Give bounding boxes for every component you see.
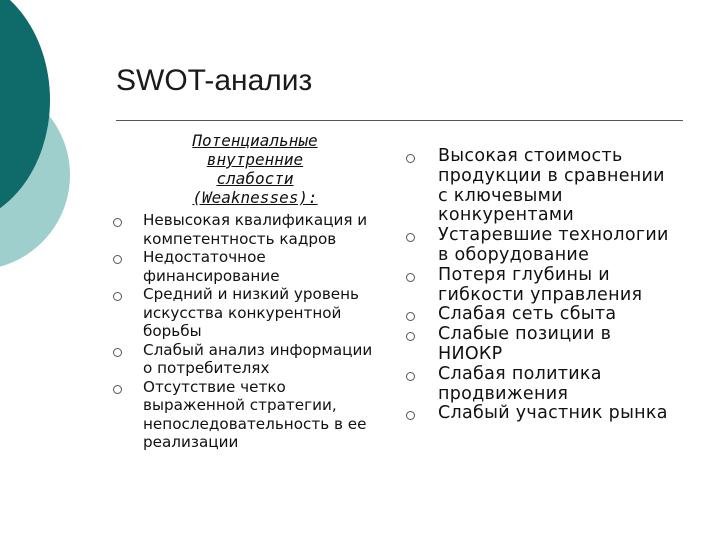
circle-bullet-icon: [113, 348, 122, 357]
list-item: [438, 266, 678, 306]
right-weakness-list: [438, 147, 678, 424]
heading-line: (Weaknesses):: [192, 188, 318, 207]
circle-bullet-icon: [406, 233, 415, 242]
list-item: [438, 325, 678, 365]
list-item-text: Слабые позиции в НИОКР: [438, 324, 612, 364]
list-item-text: Невысокая квалификация и компетентность кадров: [143, 211, 368, 248]
title-divider: [116, 120, 683, 121]
circle-bullet-icon: [406, 372, 415, 381]
list-item-text: Слабый анализ информации о потребителях: [143, 340, 373, 377]
list-item: [438, 226, 678, 266]
circle-bullet-icon: [406, 273, 415, 282]
circle-bullet-icon: [406, 312, 415, 321]
list-item: [143, 211, 375, 248]
weaknesses-heading: [150, 131, 360, 207]
list-item-text: Потеря глубины и гибкости управления: [438, 264, 643, 305]
circle-bullet-icon: [113, 255, 122, 264]
list-item: [143, 341, 375, 378]
list-item: [143, 248, 375, 285]
circle-bullet-icon: [113, 218, 122, 227]
list-item-text: Отсутствие четко выраженной стратегии, непоследовательность в ее реализации: [143, 377, 367, 451]
heading-line: слабости: [216, 169, 294, 188]
list-item-text: Недостаточное финансирование: [143, 248, 280, 285]
list-item-text: Устаревшие технологии в оборудование: [438, 225, 669, 265]
list-item: [438, 404, 678, 424]
circle-bullet-icon: [406, 154, 415, 163]
list-item-text: Слабая сеть сбыта: [438, 304, 617, 325]
circle-bullet-icon: [406, 332, 415, 341]
list-item-text: Слабая политика продвижения: [438, 363, 602, 404]
heading-line: Потенциальные: [192, 131, 318, 150]
heading-line: внутренние: [206, 150, 304, 169]
list-item: [438, 147, 678, 226]
list-item: [143, 285, 375, 341]
slide-title: SWOT-анализ: [116, 64, 313, 97]
circle-bullet-icon: [406, 411, 415, 420]
decorative-circles: [0, 0, 100, 300]
list-item: [143, 378, 375, 452]
list-item: [438, 305, 678, 325]
list-item-text: Высокая стоимость продукции в сравнении с ключевыми конкурентами: [438, 146, 665, 226]
circle-bullet-icon: [113, 385, 122, 394]
list-item-text: Средний и низкий уровень искусства конкурентной борьбы: [143, 285, 359, 340]
list-item: [438, 365, 678, 405]
list-item-text: Слабый участник рынка: [438, 403, 668, 424]
circle-bullet-icon: [113, 292, 122, 301]
left-weakness-list: [143, 211, 375, 452]
